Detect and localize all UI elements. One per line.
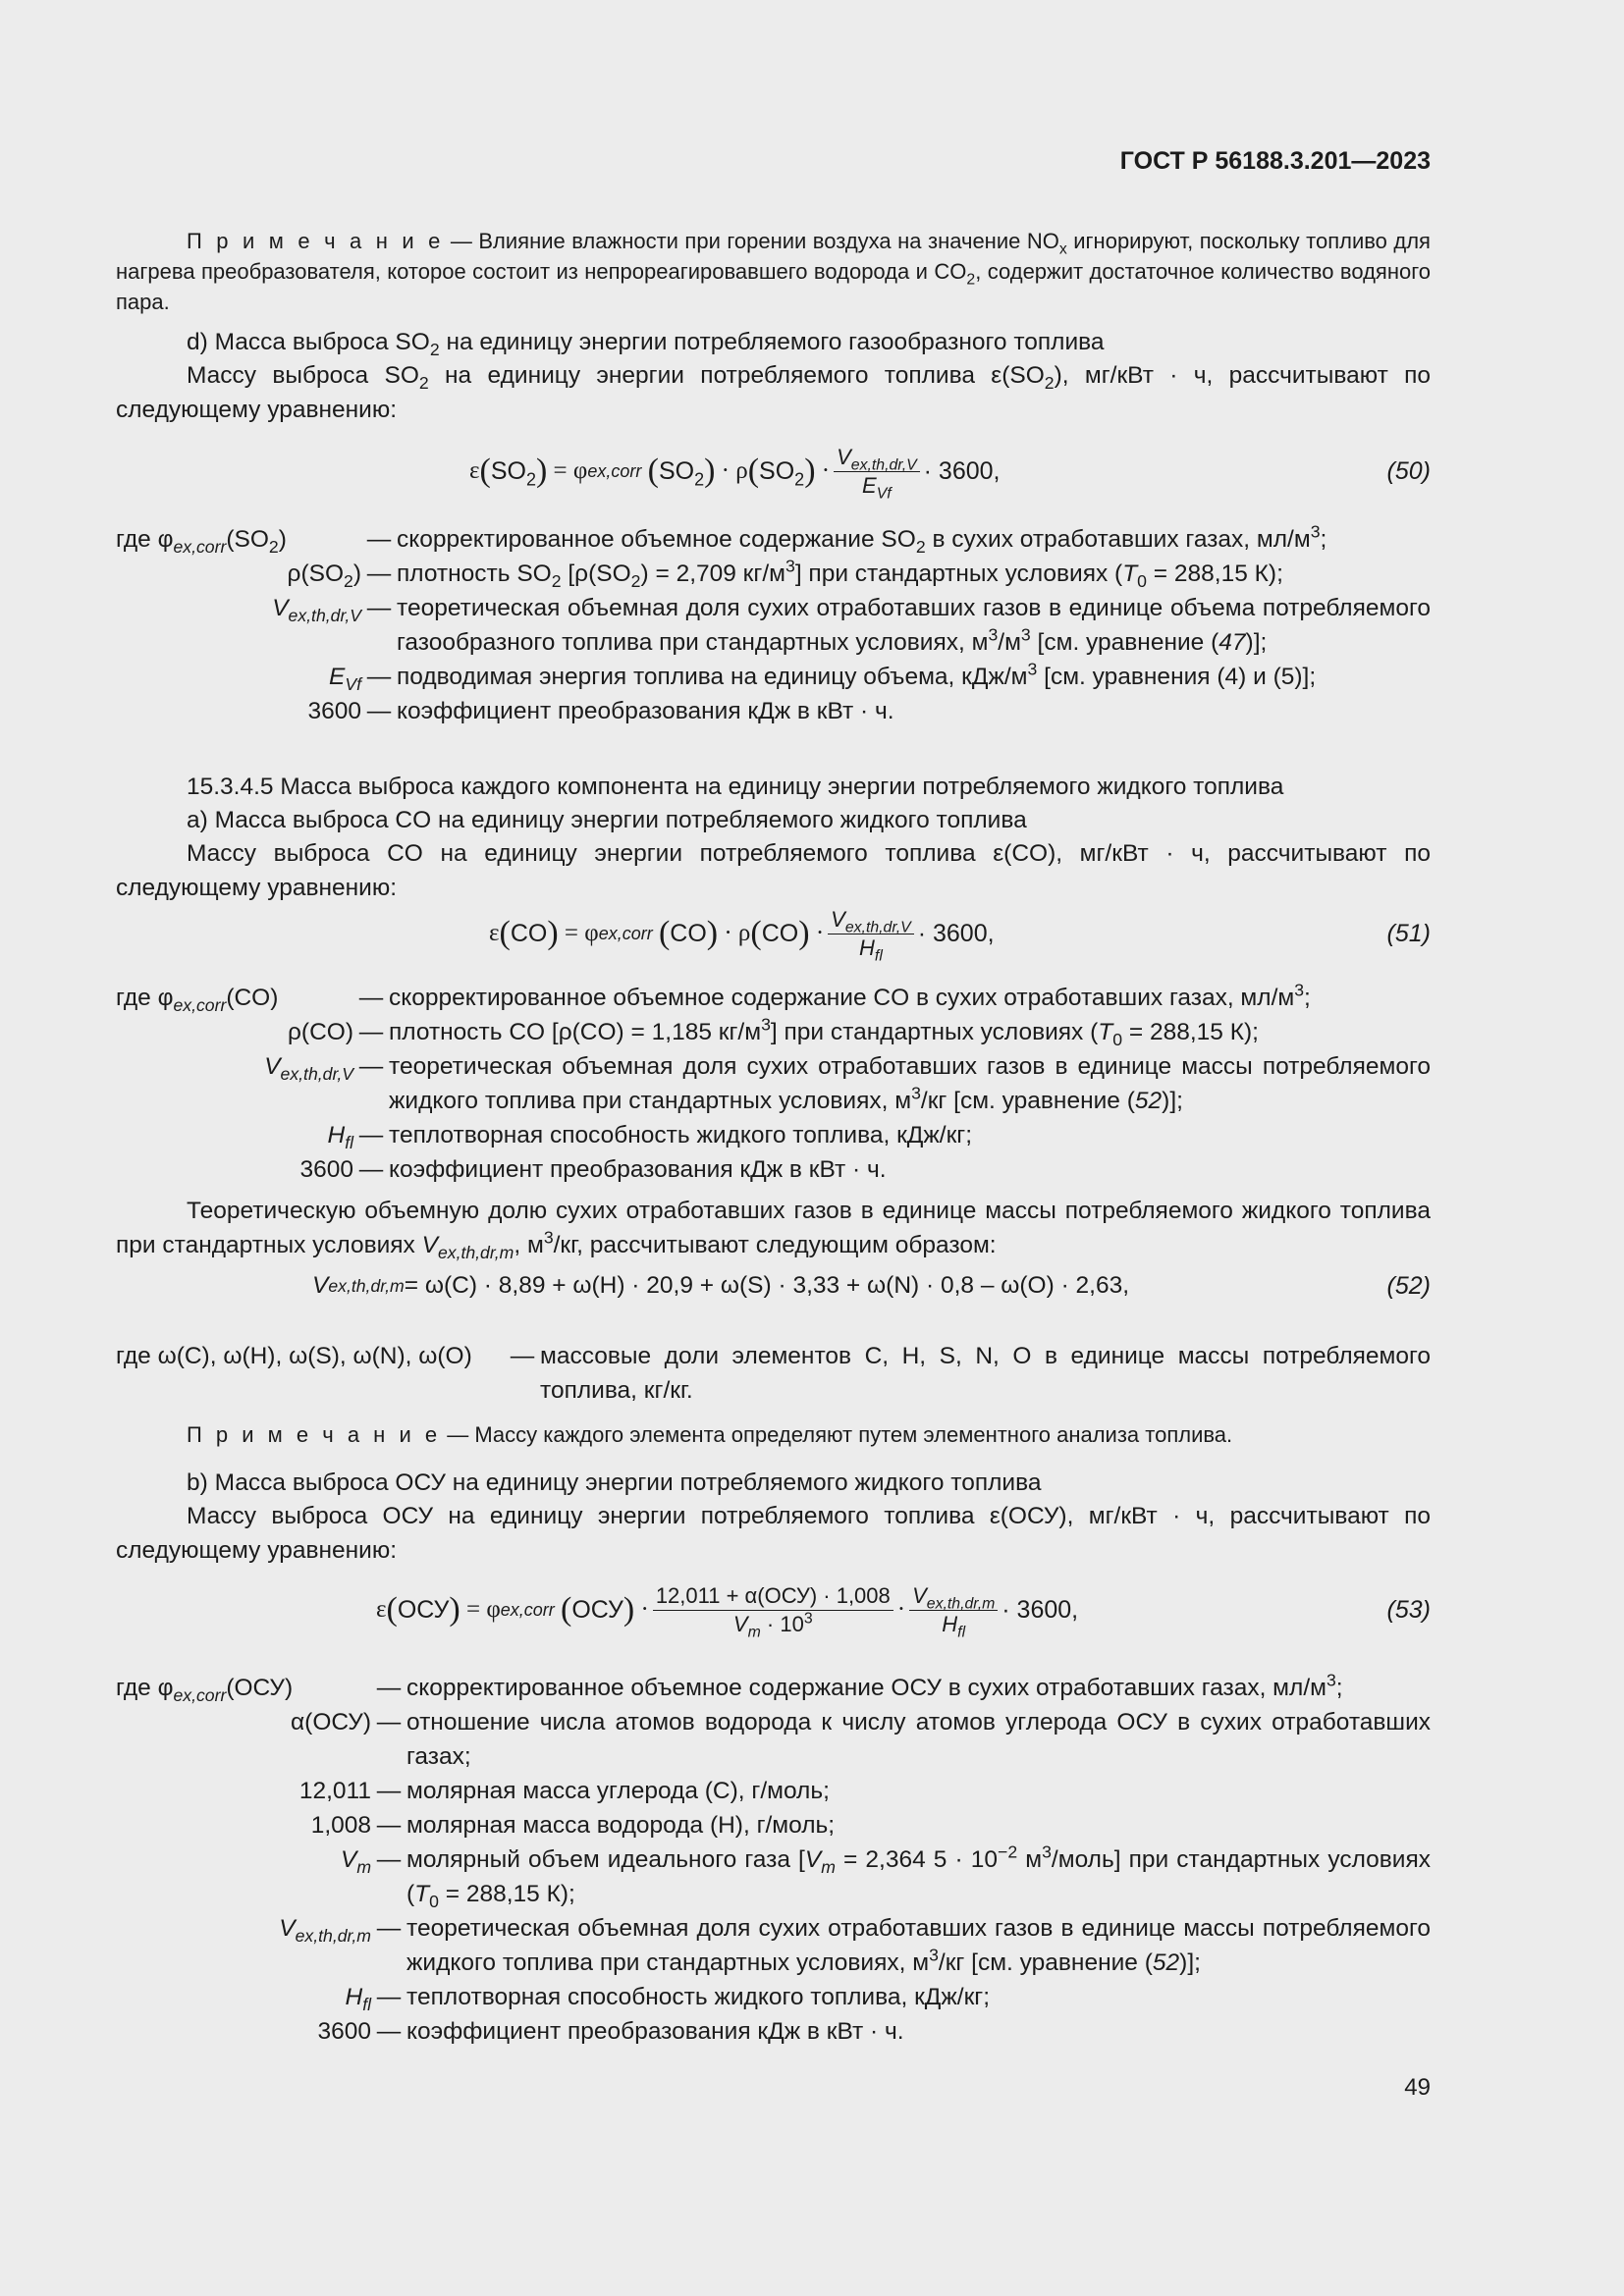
equation-body: ε ( $SO_2$ ) = φ ex,corr ( $SO_2$ ) · ρ ( $SO_2$ ) · $\frac{V_{ex,th,dr,V}}{E_{Vf}}$ · 3600, — [469, 444, 1001, 503]
definition-row: α(ОСУ) — отношение числа атомов водорода к числу атомов углерода ОСУ в сухих отработавших газах; — [291, 1709, 1431, 1770]
equation-body — [312, 1261, 1129, 1310]
note-text: — Массу каждого элемента определяют путем элементного анализа топлива. — [441, 1422, 1233, 1447]
definition-list-50 — [116, 522, 1431, 728]
note-label: П р и м е ч а н и е — [187, 1422, 442, 1447]
equation-number: (51) — [1386, 919, 1431, 947]
equation-number: (50) — [1386, 456, 1431, 485]
subscript: fl — [957, 1624, 966, 1641]
note-block-1 — [116, 226, 1431, 317]
equation-tail: · 3600, — [1001, 1595, 1079, 1624]
definition-row: где ω(C), ω(H), ω(S), ω(N), ω(O) — массовые доли элементов C, H, S, N, O в единице массы потребляемого топлива, кг/кг. — [116, 1339, 1431, 1408]
equation-number: (53) — [1386, 1595, 1431, 1624]
definition-row: 12,011 — молярная масса углерода (C), г/моль; — [298, 1778, 830, 1804]
denominator-var: V — [732, 1611, 748, 1636]
denominator-var: H — [859, 934, 875, 960]
paragraph-text: , м — [514, 1232, 544, 1258]
fraction — [834, 444, 920, 503]
subscript: fl — [874, 947, 883, 965]
subscript: ex,th,dr,V — [850, 456, 917, 474]
intro-text: на единицу энергии потребляемого топлива ε(SO — [428, 362, 1045, 389]
denominator-tail: · 10 — [760, 1611, 804, 1636]
paragraph-text: /кг, рассчитывают следующим образом: — [553, 1232, 997, 1258]
definition-row: $H_{fl}$ — теплотворная способность жидкого топлива, кДж/кг; — [345, 1984, 991, 2015]
subscript: ex,th,dr,m — [926, 1595, 996, 1613]
definition-list-52 — [116, 1339, 1431, 1408]
definition-row: где $\varphi_{ex,corr}(ОСУ)$ — скорректированное объемное содержание ОСУ в сухих отработавших газах, $мл/м^3$; — [116, 1670, 1343, 1706]
definition-row: $V_{ex,th,dr,m}$ — теоретическая объемная доля сухих отработавших газов в единице массы потребляемого жидкого топлива при стандартных условиях, $м^3/кг$ [см. уравнение (52)]; — [279, 1915, 1431, 1976]
heading-text: на единицу энергии потребляемого газообразного топлива — [439, 329, 1105, 355]
definition-row: 3600 — коэффициент преобразования кДж в кВт · ч. — [307, 698, 894, 724]
subscript: Vf — [876, 485, 892, 503]
definition-text: массовые доли элементов C, H, S, N, O в единице массы потребляемого топлива, кг/кг. — [540, 1343, 1431, 1404]
definition-row: ρ(CO) — плотность CO [ρ(CO) = 1,185 $кг/м^3$] при стандартных условиях ($T_0 = 288,15$ К); — [287, 1014, 1259, 1050]
subscript: ex,corr — [587, 461, 642, 481]
subscript: m — [747, 1624, 761, 1641]
lhs-var: V — [312, 1272, 329, 1299]
theory-paragraph — [116, 1194, 1431, 1262]
equation-53 — [116, 1575, 1431, 1644]
superscript: 3 — [543, 1227, 554, 1248]
definition-row: $V_{ex,th,dr,V}$ — теоретическая объемная доля сухих отработавших газов в единице массы потребляемого жидкого топлива при стандартных условиях, $м^3/кг$ [см. уравнение (52)]; — [264, 1053, 1431, 1114]
equation-body: ε ( ОСУ ) = φ ex,corr ( ОСУ ) · $\frac{\text{12,011 + α(ОСУ) · 1,008}}{V_m \cdot 10^3}$ · $\frac{V_{ex,th,dr,m}}{H_{fl}}$ · 3600, — [376, 1582, 1079, 1641]
subscript: ex,th,dr,V — [844, 919, 911, 936]
rho-symbol: ρ — [735, 457, 748, 484]
heading-text: d) Масса выброса SO — [187, 329, 430, 355]
equation-51 — [116, 899, 1431, 968]
definition-row: $\rho(SO_2)$ — плотность $SO_2$ [$\rho(SO_2) = 2,709$ $кг/м^3$] при стандартных условиях ($T_0 = 288,15$ К); — [287, 556, 1283, 592]
definition-row: 1,008 — молярная масса водорода (H), г/моль; — [310, 1812, 836, 1839]
section-a-heading: a) Масса выброса CO на единицу энергии потребляемого жидкого топлива — [187, 807, 1027, 833]
subscript: 2 — [1044, 373, 1055, 394]
document-page — [116, 0, 1431, 2296]
variable: V — [421, 1232, 438, 1258]
numerator-var: V — [837, 444, 851, 469]
intro-text: ), мг/кВт · ч, рассчитывают по следующему уравнению: — [116, 362, 1432, 423]
subscript: 2 — [429, 340, 440, 360]
equation-rhs: = ω(C) · 8,89 + ω(H) · 20,9 + ω(S) · 3,33 + ω(N) · 0,8 – ω(O) · 2,63, — [404, 1272, 1130, 1299]
page-number: 49 — [1404, 2074, 1431, 2101]
note-text: , содержит достаточное количество водяного пара. — [116, 259, 1431, 314]
definition-list-53 — [116, 1671, 1431, 2049]
section-b-intro: Массу выброса ОСУ на единицу энергии потребляемого топлива ε(ОСУ), мг/кВт · ч, рассчитывают по следующему уравнению: — [116, 1503, 1431, 1564]
fraction — [909, 1582, 998, 1641]
document-id-header: ГОСТ Р 56188.3.201—2023 — [1119, 147, 1431, 175]
fraction — [653, 1582, 893, 1641]
numerator-var: V — [831, 906, 845, 932]
definition-row: 3600 — коэффициент преобразования кДж в кВт · ч. — [299, 1156, 887, 1183]
section-b-heading: b) Масса выброса ОСУ на единицу энергии потребляемого жидкого топлива — [187, 1469, 1042, 1496]
denominator-var: E — [862, 472, 877, 498]
equation-50 — [116, 437, 1431, 506]
definition-row: $V_m$ — молярный объем идеального газа [$V_m = 2,364$ $5 \cdot 10^{-2}$ $м^3/моль$] при стандартных условиях ($T_0 = 288,15$ К); — [340, 1842, 1432, 1912]
definition-row: 3600 — коэффициент преобразования кДж в кВт · ч. — [317, 2018, 904, 2045]
definition-list-51 — [116, 981, 1431, 1187]
numerator: 12,011 + α(ОСУ) · 1,008 — [653, 1583, 893, 1611]
equation-52 — [116, 1261, 1431, 1310]
equation-tail: · 3600, — [917, 919, 995, 947]
subscript: 2 — [418, 373, 429, 394]
definition-row: $V_{ex,th,dr,V}$ — теоретическая объемная доля сухих отработавших газов в единице объема потребляемого газообразного топлива при стандартных условиях, $м^3/м^3$ [см. уравнение (47)]; — [272, 595, 1431, 656]
note-label: П р и м е ч а н и е — [187, 229, 445, 253]
section-d-heading — [116, 325, 1431, 359]
note-block-2 — [116, 1419, 1431, 1450]
definition-row: $H_{fl}$ — теплотворная способность жидкого топлива, кДж/кг; — [327, 1122, 973, 1153]
definition-row: где $\varphi_{ex,corr}(CO)$ — скорректированное объемное содержание CO в сухих отработавших газах, $мл/м^3$; — [116, 980, 1311, 1016]
section-d-intro — [116, 358, 1431, 427]
numerator-var: V — [912, 1582, 927, 1608]
subscript: 2 — [966, 271, 976, 289]
equation-tail: · 3600, — [923, 456, 1001, 485]
equation-body: ε ( CO ) = φ ex,corr ( CO ) · ρ ( CO ) · $\frac{V_{ex,th,dr,V}}{H_{fl}}$ · 3600, — [489, 906, 995, 965]
fraction — [828, 906, 914, 965]
section-15345-heading: 15.3.4.5 Масса выброса каждого компонента на единицу энергии потребляемого жидкого топлива — [187, 774, 1284, 800]
paragraph-text: Теоретическую объемную долю сухих отработавших газов в единице массы потребляемого жидкого топлива при стандартных условиях — [116, 1198, 1431, 1258]
superscript: 3 — [803, 1609, 813, 1627]
note-text: — Влияние влажности при горении воздуха на значение NO — [444, 229, 1059, 253]
denominator-var: H — [942, 1611, 958, 1636]
definition-row: $E_{Vf}$ — подводимая энергия топлива на единицу объема, кДж/$м^3$ [см. уравнения (4) и (5)]; — [329, 659, 1317, 695]
subscript: ex,th,dr,m — [328, 1276, 405, 1296]
note-text: игнорируют, поскольку топливо для нагрева преобразователя, которое состоит из непрореагировавшего водорода и CO — [116, 229, 1431, 284]
definition-label: где ω(C), ω(H), ω(S), ω(N), ω(O) — [116, 1343, 472, 1369]
section-a-intro: Массу выброса CO на единицу энергии потребляемого топлива ε(CO), мг/кВт · ч, рассчитывают по следующему уравнению: — [116, 840, 1431, 901]
subscript: ex,th,dr,m — [437, 1243, 514, 1263]
definition-row: где $\varphi_{ex,corr}(SO_2)$ — скорректированное объемное содержание $SO_2$ в сухих отработавших газах, $мл/м^3$; — [116, 521, 1327, 558]
subscript: x — [1058, 240, 1067, 258]
intro-text: Массу выброса SO — [187, 362, 419, 389]
equation-number: (52) — [1386, 1271, 1431, 1300]
phi-symbol: φ — [572, 457, 588, 484]
